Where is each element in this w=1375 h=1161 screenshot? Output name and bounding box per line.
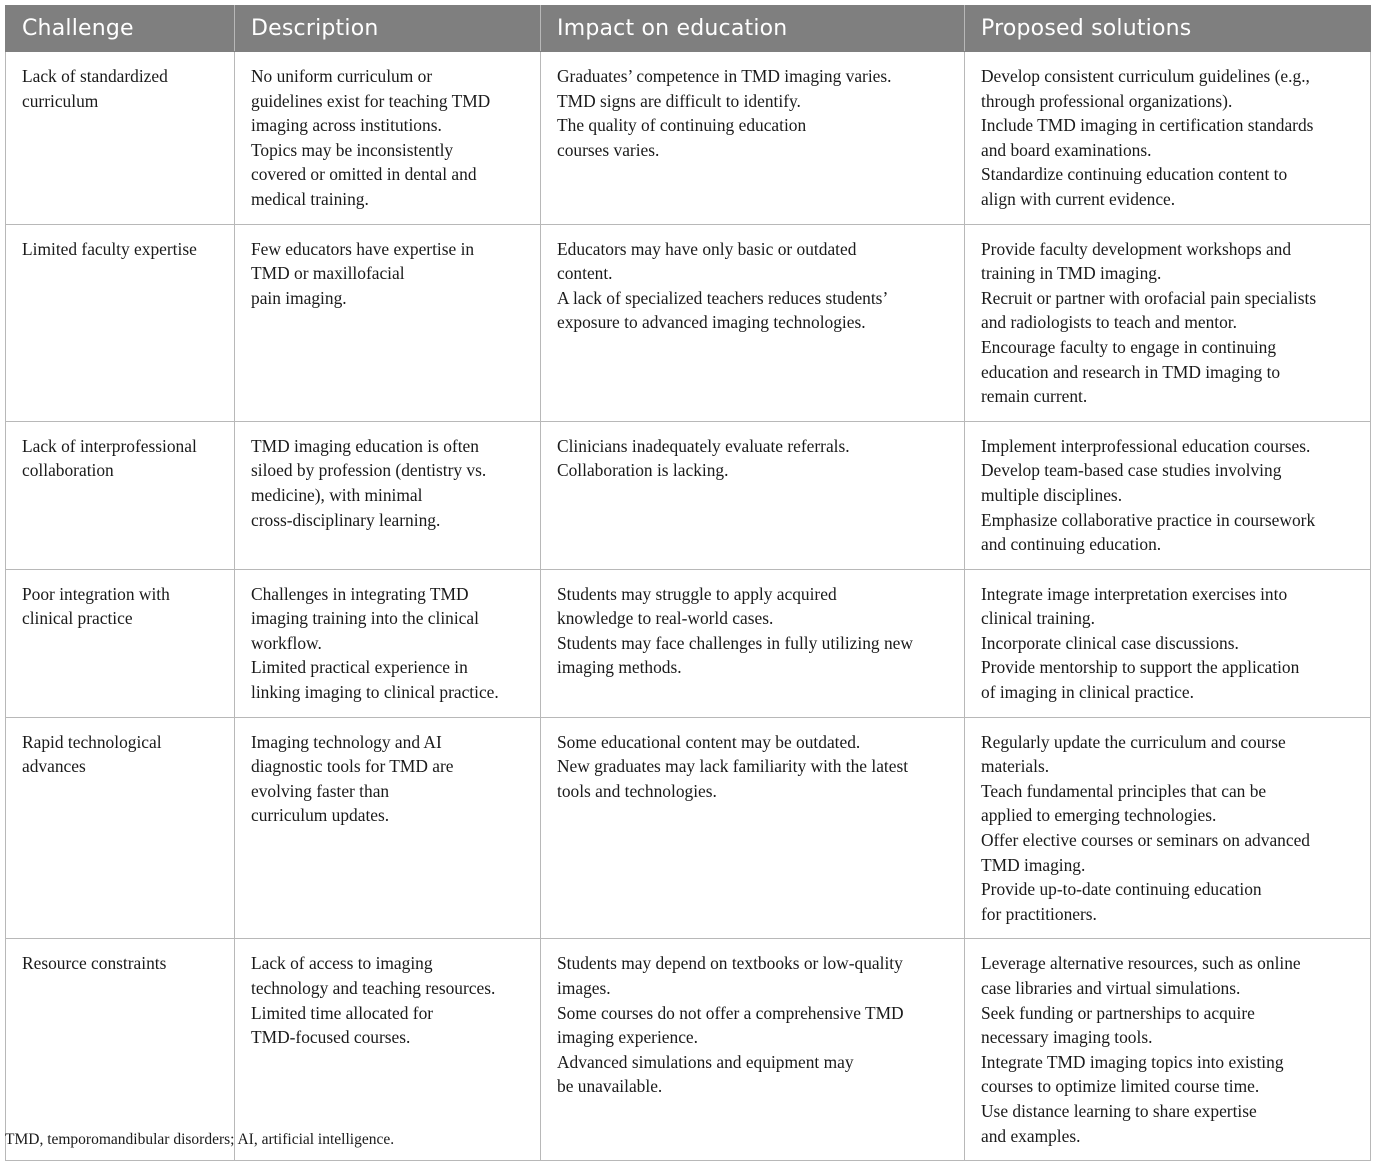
cell-text-line: align with current evidence.: [981, 188, 1176, 209]
cell-text-line: materials.: [981, 756, 1050, 777]
table-row: [6, 717, 1371, 939]
cell-text-line: remain current.: [981, 386, 1088, 407]
header-solutions: Proposed solutions: [965, 6, 1371, 52]
cell-description: [235, 52, 541, 225]
cell-text-line: be unavailable.: [557, 1076, 663, 1097]
cell-text-line: Provide faculty development workshops and: [981, 238, 1292, 259]
cell-text-line: courses varies.: [557, 139, 660, 160]
cell-text-line: collaboration: [22, 460, 114, 481]
cell-text-line: multiple disciplines.: [981, 484, 1123, 505]
cell-solutions: [965, 224, 1371, 421]
cell-text-line: Regularly update the curriculum and course: [981, 731, 1286, 752]
cell-text-line: workflow.: [251, 632, 322, 653]
cell-text-line: Encourage faculty to engage in continuing: [981, 336, 1277, 357]
cell-challenge: [6, 939, 235, 1161]
cell-text-line: clinical practice: [22, 608, 133, 629]
cell-text-line: Topics may be inconsistently: [251, 139, 454, 160]
cell-description: [235, 717, 541, 939]
cell-description: [235, 224, 541, 421]
cell-impact: [541, 939, 965, 1161]
cell-text-line: linking imaging to clinical practice.: [251, 682, 499, 703]
cell-text-line: Offer elective courses or seminars on advanced: [981, 830, 1310, 851]
cell-text-line: Collaboration is lacking.: [557, 460, 729, 481]
cell-text-line: advances: [22, 756, 86, 777]
cell-text-line: TMD signs are difficult to identify.: [557, 90, 801, 111]
cell-text-line: Develop team-based case studies involving: [981, 460, 1282, 481]
cell-text-line: TMD imaging education is often: [251, 435, 479, 456]
cell-text-line: Seek funding or partnerships to acquire: [981, 1002, 1255, 1023]
cell-text-line: of imaging in clinical practice.: [981, 682, 1194, 703]
cell-text-line: Poor integration with: [22, 583, 170, 604]
cell-solutions: [965, 52, 1371, 225]
header-challenge: Challenge: [6, 6, 235, 52]
cell-text-line: Emphasize collaborative practice in coursework: [981, 509, 1316, 530]
cell-text-line: Some courses do not offer a comprehensive TMD: [557, 1002, 904, 1023]
cell-text-line: and continuing education.: [981, 534, 1162, 555]
table-footnote: TMD, temporomandibular disorders; AI, artificial intelligence.: [5, 1131, 395, 1148]
cell-text-line: through professional organizations).: [981, 90, 1233, 111]
cell-text-line: and examples.: [981, 1125, 1081, 1146]
cell-text-line: images.: [557, 978, 611, 998]
cell-text-line: New graduates may lack familiarity with the latest: [557, 756, 909, 777]
cell-text-line: knowledge to real-world cases.: [557, 608, 774, 629]
cell-text-line: TMD-focused courses.: [251, 1027, 411, 1048]
cell-text-line: Rapid technological: [22, 731, 162, 752]
cell-text-line: medical training.: [251, 188, 369, 209]
cell-challenge: [6, 421, 235, 569]
cell-text-line: content.: [557, 263, 613, 284]
cell-text-line: The quality of continuing education: [557, 115, 807, 136]
cell-impact: [541, 52, 965, 225]
cell-text-line: Recruit or partner with orofacial pain specialists: [981, 287, 1317, 308]
cell-text-line: Standardize continuing education content to: [981, 164, 1288, 185]
cell-text-line: Teach fundamental principles that can be: [981, 780, 1267, 801]
table-container: [5, 5, 1370, 1161]
cell-text-line: imaging experience.: [557, 1027, 698, 1048]
cell-text-line: Lack of standardized: [22, 66, 168, 86]
cell-text-line: education and research in TMD imaging to: [981, 361, 1281, 382]
cell-text-line: Imaging technology and AI: [251, 731, 442, 752]
cell-text-line: Students may depend on textbooks or low-quality: [557, 953, 903, 974]
cell-text-line: No uniform curriculum or: [251, 66, 433, 86]
cell-description: [235, 939, 541, 1161]
cell-solutions: [965, 939, 1371, 1161]
cell-text-line: and radiologists to teach and mentor.: [981, 312, 1237, 333]
cell-text-line: Limited faculty expertise: [22, 238, 197, 259]
header-row: [6, 6, 1371, 52]
cell-challenge: [6, 717, 235, 939]
cell-text-line: imaging across institutions.: [251, 115, 442, 136]
cell-text-line: covered or omitted in dental and: [251, 164, 477, 185]
cell-text-line: training in TMD imaging.: [981, 263, 1162, 284]
cell-text-line: imaging methods.: [557, 657, 682, 678]
cell-text-line: Clinicians inadequately evaluate referrals.: [557, 435, 850, 456]
header-impact: Impact on education: [541, 6, 965, 52]
cell-text-line: tools and technologies.: [557, 780, 717, 801]
cell-description: [235, 569, 541, 717]
cell-text-line: Some educational content may be outdated.: [557, 731, 861, 752]
cell-impact: [541, 421, 965, 569]
cell-challenge: [6, 224, 235, 421]
cell-text-line: for practitioners.: [981, 903, 1097, 924]
cell-text-line: Leverage alternative resources, such as online: [981, 953, 1301, 974]
cell-text-line: Lack of access to imaging: [251, 953, 433, 974]
cell-text-line: Implement interprofessional education courses.: [981, 435, 1311, 456]
table-row: [6, 224, 1371, 421]
cell-text-line: imaging training into the clinical: [251, 608, 479, 629]
cell-text-line: Integrate image interpretation exercises into: [981, 583, 1288, 604]
cell-text-line: and board examinations.: [981, 139, 1152, 160]
cell-text-line: technology and teaching resources.: [251, 978, 496, 998]
header-description: Description: [235, 6, 541, 52]
cell-text-line: courses to optimize limited course time.: [981, 1076, 1260, 1097]
table-row: [6, 421, 1371, 569]
cell-text-line: Provide mentorship to support the application: [981, 657, 1300, 678]
cell-text-line: necessary imaging tools.: [981, 1027, 1153, 1048]
cell-text-line: Include TMD imaging in certification standards: [981, 115, 1314, 136]
cell-text-line: cross-disciplinary learning.: [251, 509, 441, 530]
cell-text-line: case libraries and virtual simulations.: [981, 978, 1241, 998]
cell-text-line: medicine), with minimal: [251, 484, 423, 505]
table-row: [6, 52, 1371, 225]
cell-text-line: Use distance learning to share expertise: [981, 1100, 1257, 1121]
cell-text-line: Integrate TMD imaging topics into existing: [981, 1051, 1284, 1072]
cell-impact: [541, 569, 965, 717]
cell-text-line: Limited time allocated for: [251, 1002, 434, 1023]
cell-text-line: Advanced simulations and equipment may: [557, 1051, 854, 1072]
cell-text-line: curriculum: [22, 90, 99, 111]
cell-challenge: [6, 569, 235, 717]
cell-text-line: Graduates’ competence in TMD imaging varies.: [557, 66, 892, 86]
cell-text-line: applied to emerging technologies.: [981, 805, 1217, 826]
cell-solutions: [965, 421, 1371, 569]
cell-text-line: Resource constraints: [22, 953, 167, 974]
cell-text-line: Educators may have only basic or outdated: [557, 238, 857, 259]
cell-text-line: diagnostic tools for TMD are: [251, 756, 454, 777]
challenges-table: [5, 5, 1371, 1161]
cell-text-line: exposure to advanced imaging technologies.: [557, 312, 866, 333]
cell-text-line: clinical training.: [981, 608, 1095, 629]
cell-text-line: Incorporate clinical case discussions.: [981, 632, 1239, 653]
cell-impact: [541, 717, 965, 939]
table-header: [6, 6, 1371, 52]
cell-text-line: Lack of interprofessional: [22, 435, 197, 456]
cell-solutions: [965, 569, 1371, 717]
cell-text-line: TMD imaging.: [981, 854, 1086, 875]
cell-text-line: Challenges in integrating TMD: [251, 583, 469, 604]
cell-text-line: Develop consistent curriculum guidelines (e.g.,: [981, 66, 1310, 86]
cell-text-line: Students may struggle to apply acquired: [557, 583, 837, 604]
cell-text-line: guidelines exist for teaching TMD: [251, 90, 491, 111]
cell-text-line: siloed by profession (dentistry vs.: [251, 460, 487, 481]
table-row: [6, 569, 1371, 717]
cell-impact: [541, 224, 965, 421]
table-body: [6, 52, 1371, 1161]
cell-text-line: Limited practical experience in: [251, 657, 468, 678]
cell-text-line: TMD or maxillofacial: [251, 263, 405, 284]
cell-text-line: pain imaging.: [251, 287, 347, 308]
cell-text-line: Provide up-to-date continuing education: [981, 879, 1262, 900]
cell-text-line: evolving faster than: [251, 780, 390, 801]
cell-text-line: Few educators have expertise in: [251, 238, 475, 259]
cell-text-line: A lack of specialized teachers reduces students’: [557, 287, 889, 308]
cell-text-line: Students may face challenges in fully utilizing new: [557, 632, 913, 653]
cell-description: [235, 421, 541, 569]
table-row: [6, 939, 1371, 1161]
cell-challenge: [6, 52, 235, 225]
cell-solutions: [965, 717, 1371, 939]
cell-text-line: curriculum updates.: [251, 805, 390, 826]
